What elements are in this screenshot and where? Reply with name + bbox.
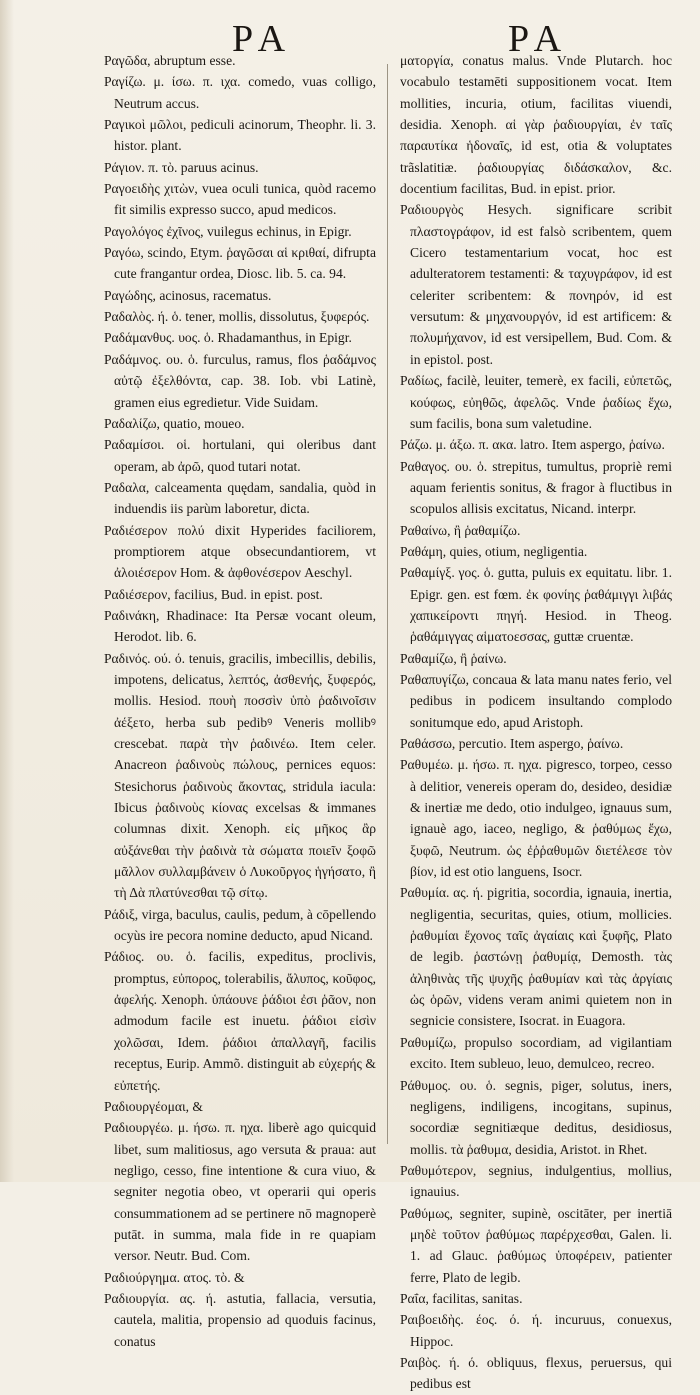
right-column xyxy=(400,50,672,1395)
dictionary-entry: Ραδιουργέομαι, & xyxy=(104,1098,204,1114)
running-head-right: PA xyxy=(508,18,570,60)
dictionary-entry: Ράδιξ, virga, baculus, caulis, pedum, à cōpellendo ocyùs ire pecora nomine deducto, apud Nicand. xyxy=(104,906,376,944)
dictionary-entry: Ραθάσσω, percutio. Item aspergo, ῥαίνω. xyxy=(400,736,624,751)
dictionary-entry: Ραδιέσερον, facilius, Bud. in epist. post. xyxy=(104,586,323,602)
left-column xyxy=(104,50,376,1352)
dictionary-entry: Ραδιούργημα. ατος. τὸ. & xyxy=(104,1269,245,1285)
dictionary-entry: Ραθυμότερον, segnius, indulgentius, mollius, ignauius. xyxy=(400,1162,672,1200)
dictionary-entry: Ραγόω, scindo, Etym. ῥαγῶσαι αἱ κριθαί, difrupta cute frangantur ordea, Diosc. lib. 5. ca. 94. xyxy=(104,245,376,282)
dictionary-entry: Ραθυμέω. μ. ήσω. π. ηχα. pigresco, torpeo, cesso à delitior, venereis operam do, desideo, desidiæ & inertiæ me dedo, otio indulgeo, ignauus sum, ignauè ago, iaceo, negligo, & ῥαθύμως ἔχω, ξυφῶ, Neutrum. ὡς ἐῤῥαθυμῶν διετέλεσε τὸν βίον, id est otio languens, Isocr. xyxy=(400,757,672,880)
dictionary-entry: Ραγῶδα, abruptum esse. xyxy=(104,53,236,68)
column-divider xyxy=(387,64,388,1144)
dictionary-entry: Ραγολόγος ἐχῖνος, vuilegus echinus, in Epigr. xyxy=(104,223,352,239)
dictionary-entry: Ραιβὸς. ή. ό. obliquus, flexus, peruersus, qui pedibus est xyxy=(400,1354,672,1392)
dictionary-entry: Ραδιουργέω. μ. ήσω. π. ηχα. liberè ago quicquid libet, sum malitiosus, ago versuta & praua: aut negligo, cesso, fine intentione & cura viuo, & segniter negotia obeo, vt operarii qui operis consummationem ad se pertinere nō magnoperè putāt. in summa, mala fide in re quapiam versor. Neutr. Bud. Com. xyxy=(104,1120,376,1264)
dictionary-entry: Ραθαπυγίζω, concaua & lata manu nates ferio, vel pedibus in podicem insultando complodo sonitumque edo, apud Aristoph. xyxy=(400,671,672,730)
dictionary-entry: Ραδίως, facilè, leuiter, temerè, ex facili, εὐπετῶς, κούφως, εὐηθῶς, ἀφελῶς. Vnde ῥαδίως ἔχω, sum facilis, bona sum valetudine. xyxy=(400,373,672,431)
dictionary-entry: Ράδιος. ου. ὁ. facilis, expeditus, proclivis, promptus, εὐπορος, tolerabilis, ἄλυπος, κοῦφος, ἀφελής. Xenoph. ὑπάουνε ῥάδιοι ἐσι ῥᾶον, non admodum facile est inuetu. ῥάδιοι εἰσὶν χολῶσαι, Idem. ῥάδιοι ἀπαλλαγῆ, facilis receptus, Eurip. Ammõ. distinguit ab εὐχερής & εὐπετής. xyxy=(104,949,376,1093)
dictionary-entry: Ραθυμία. ας. ή. pigritia, socordia, ignauia, inertia, negligentia, securitas, quies, otium, mollicies. ῥαθυμίαι ἔχονος ταῖς ἀγαίαις καὶ ξυφῆς, Plato de legib. ῥαστώνῃ ῥαθυμίᾳ, Demosth. τὰς ἀληθινὰς τῆς ψυχῆς ῥαθυμίαν καὶ τὰς ἀργίαις ὡς ὁρῶν, videns veram animi quietem non in segnicie consistere, Isocrat. in Euagora. xyxy=(400,885,672,1029)
dictionary-entry: Ραθαμίζω, ἢ ῥαίνω. xyxy=(400,650,507,666)
dictionary-entry: Ραθαγος. ου. ὁ. strepitus, tumultus, propriè remi aquam ferientis sonitus, & fragor à fluctibus in scopulos allisis excitatus, Nicand. interpr. xyxy=(400,458,672,517)
dictionary-entry: Ραδαλα, calceamenta quędam, sandalia, quòd in induendis iis parùm laboretur, dicta. xyxy=(104,479,376,517)
dictionary-entry: Ραδάμνος. ου. ὁ. furculus, ramus, flos ῥαδάμνος αὐτῷ ἐξελθόντα, cap. 38. Iob. vbi Latinè, gramen eius egredietur. Vide Suidam. xyxy=(104,351,376,410)
dictionary-entry: Ραδάμανθυς. υος. ὁ. Rhadamanthus, in Epigr. xyxy=(104,330,352,346)
page-gutter-shadow xyxy=(0,0,14,1182)
dictionary-entry: Ράζω. μ. άξω. π. ακα. latro. Item aspergo, ῥαίνω. xyxy=(400,437,665,453)
dictionary-entry: Ράγιον. π. τὸ. paruus acinus. xyxy=(104,159,259,175)
dictionary-entry: Ραθάμη, quies, otium, negligentia. xyxy=(400,543,588,559)
dictionary-entry: Ραθαμίγξ. γος. ὁ. gutta, puluis ex equitatu. libr. 1. Epigr. gen. est fœm. ἐκ φονίης ῥαθάμιγγι λιβάς χαπικείροντι πηγή. Hesiod. in Theog. ῥαθάμιγγας αἱματοεσσας, guttæ cruentæ. xyxy=(400,565,672,645)
dictionary-entry: Ραδινάκη, Rhadinace: Ita Persæ vocant oleum, Herodot. lib. 6. xyxy=(104,607,376,645)
dictionary-entry: Ραδαμίσοι. οἱ. hortulani, qui oleribus dant operam, ab ἀρῶ, quod tutari notat. xyxy=(104,437,376,474)
dictionary-entry: Ραγίζω. μ. ίσω. π. ιχα. comedo, vuas colligo, Neutrum accus. xyxy=(104,74,376,111)
dictionary-entry: ματοργία, conatus malus. Vnde Plutarch. hoc vocabulo testamēti suppositionem vocat. Item mollities, incuria, otium, facilitas viuendi, desidia. Xenoph. αἱ γὰρ ῥαδιουργίαι, ἐν ταῖς παραυτίκα ἡδοναῖς, id est, otia & voluptates trãslatitiæ. ῥαδιουργίας διδάσκαλον, &c. docentium facilitas, Bud. in epist. prior. xyxy=(400,53,672,197)
running-head-left: PA xyxy=(232,18,294,60)
dictionary-entry: Ράθυμος. ου. ὁ. segnis, piger, solutus, iners, negligens, indiligens, incogitans, supinus, socordiæ segnitiæque deditus, desidiosus, mollis. τὰ ῥαθυμα, desidia, Aristot. in Rhet. xyxy=(400,1077,672,1157)
dictionary-entry: Ραιβοειδὴς. έος. ό. ή. incuruus, conuexus, Hippoc. xyxy=(400,1312,672,1349)
dictionary-entry: Ραγοειδὴς χιτὼν, vuea oculi tunica, quòd racemo fit similis expresso succo, apud medicos. xyxy=(104,181,376,218)
dictionary-entry: Ραδιέσερον πολύ dixit Hyperides faciliorem, promptiorem atque obsecundantiorem, vt ἀλοιέσερον Hom. & ἀφθονέσερον Aeschyl. xyxy=(104,522,376,581)
dictionary-entry: Ραδιουργὸς Hesych. significare scribit πλαστογράφον, id est falsò scribentem, quem Cicero testamentarium vocat, hoc est adulteratorem testamenti: & ταχυγράφον, id est celeriter scribentem: & πονηρόν, id est versutum: & μηχανουργόν, id est artificem: & πολυμήχανον, id est versipellem, Bud. Com. & in epistol. post. xyxy=(400,202,672,367)
dictionary-entry: Ραγώδης, acinosus, racematus. xyxy=(104,287,272,303)
dictionary-entry: Ραδιουργία. ας. ή. astutia, fallacia, versutia, cautela, malitia, propensio ad quoduis facinus, conatus xyxy=(104,1290,376,1349)
dictionary-entry: Ραθυμίζω, propulso socordiam, ad vigilantiam excito. Item subleuo, leuo, demulceo, recreo. xyxy=(400,1034,672,1072)
dictionary-entry: Ραδαλὸς. ή. ὁ. tener, mollis, dissolutus, ξυφερός. xyxy=(104,309,370,325)
dictionary-entry: Ραθαίνω, ἢ ῥαθαμίζω. xyxy=(400,522,521,538)
dictionary-entry: Ραΐα, facilitas, sanitas. xyxy=(400,1290,523,1306)
dictionary-entry: Ραδινός. ού. ό. tenuis, gracilis, imbecillis, debilis, impotens, delicatus, λεπτός, ἀσθενής, ξυφερός, mollis. Hesiod. πουὴ ποσσὶν ὑπὸ ῥαδινοῖσιν ἀέξετο, herba sub pedibꝰ Veneris mollibꝰ crescebat. παρὰ τὴν ῥαδινέω. Item celer. Anacreon ῥαδινοὺς πώλους, pernices equos: Stesichorus ῥαδινοὺς ἄκοντας, stridula iacula: Ibicus ῥαδινοὺς κίονας excelsas & immanes columnas dixit. Xenoph. εἰς μῆκος ἂρ αὐξάνεθαι τὴν ῥαδινὰ τὰ σώματα ποιεῖν ξοφῶ μᾶλλον συλλαμβάνειν ὁ Λυκοῦργος ἡγήσατο, ἢ τὴ Δὰ πλατύνεσθαι τῷ σίτῳ. xyxy=(104,650,376,901)
dictionary-entry: Ραδαλίζω, quatio, moueo. xyxy=(104,415,245,431)
dictionary-entry: Ραγικοὶ μῶλοι, pediculi acinorum, Theophr. li. 3. histor. plant. xyxy=(104,117,376,154)
dictionary-entry: Ραθύμως, segniter, supinè, oscitāter, per inertiā μηδὲ τοῦτον ῥαθύμως παρέρχεσθαι, Galen. li. 1. ad Glauc. ῥαθύμως ὑποφέρειν, patienter ferre, Plato de legib. xyxy=(400,1205,672,1285)
